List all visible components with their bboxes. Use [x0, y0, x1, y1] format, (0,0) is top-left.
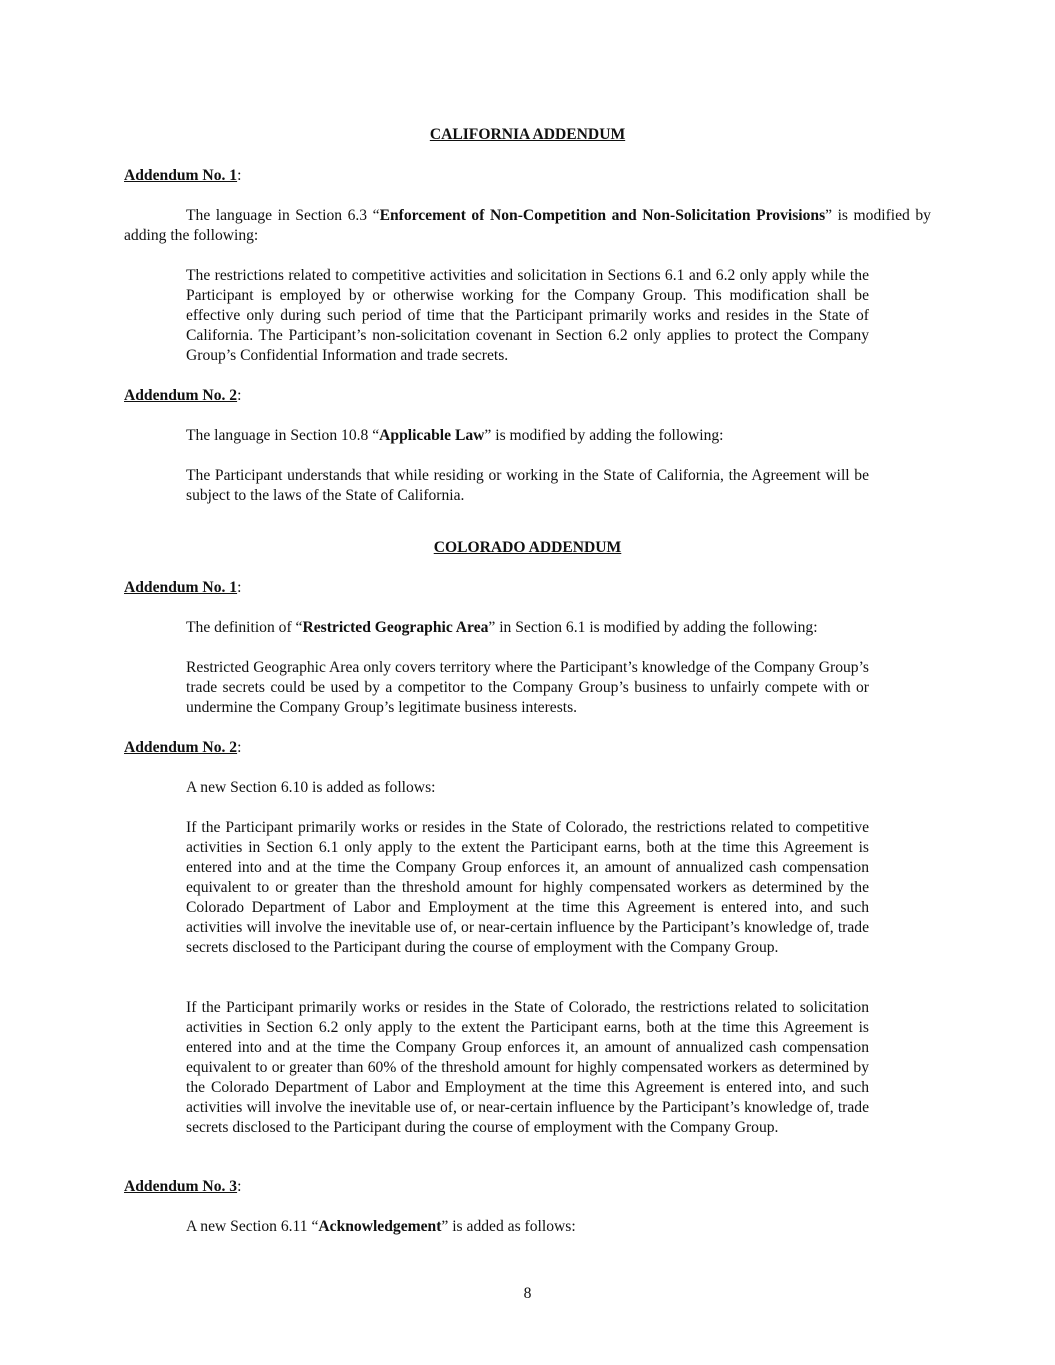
colorado-addendum-2-label: Addendum No. 2: [124, 739, 238, 756]
colorado-addendum-1-intro-pre: The definition of “: [186, 619, 303, 636]
colorado-addendum-1-colon: :: [237, 579, 242, 596]
california-addendum-1-intro: [124, 206, 931, 246]
colorado-addendum-1-body: Restricted Geographic Area only covers territory where the Participant’s knowledge of the Company Group’s trade secrets could be used by a competitor to the Company Group’s business to unfairly compete with or undermine the Company Group’s legitimate business interests.: [186, 659, 869, 716]
colorado-addendum-3-label: Addendum No. 3: [124, 1178, 238, 1195]
california-addendum-2-intro-bold: Applicable Law: [379, 427, 485, 444]
colorado-addendum-2-paragraph-1: If the Participant primarily works or resides in the State of Colorado, the restrictions related to competitive activities in Section 6.1 only apply to the extent the Participant earns, both at the time this Agreement is entered into and at the time the Company Group enforces it, an amount of annualized cash compensation equivalent to or greater than the threshold amount for highly compensated workers as determined by the Colorado Department of Labor and Employment at the time this Agreement is entered into, and such activities will involve the inevitable use of, or near-certain influence by the Participant’s knowledge of, trade secrets disclosed to the Participant during the course of employment with the Company Group.: [186, 819, 869, 956]
colorado-addendum-3-intro-post: ” is added as follows:: [441, 1218, 576, 1235]
california-addendum-2-intro-post: ” is modified by adding the following:: [484, 427, 724, 444]
colorado-addendum-3-colon: :: [237, 1178, 242, 1195]
california-addendum-2-intro: [186, 426, 724, 446]
colorado-addendum-1-intro-bold: Restricted Geographic Area: [302, 619, 489, 636]
california-addendum-2-intro-pre: The language in Section 10.8 “: [186, 427, 380, 444]
colorado-addendum-3-intro-bold: Acknowledgement: [318, 1218, 442, 1235]
california-addendum-1-body: The restrictions related to competitive activities and solicitation in Sections 6.1 and 6.2 only apply while the Participant is employed by or otherwise working for the Company Group. This modification shall be effective only during such period of time that the Participant primarily works and resides in the State of California. The Participant’s non-solicitation covenant in Section 6.2 only applies to protect the Company Group’s Confidential Information and trade secrets.: [186, 267, 869, 364]
colorado-addendum-2-paragraph-2: If the Participant primarily works or resides in the State of Colorado, the restrictions related to solicitation activities in Section 6.2 only apply to the extent the Participant earns, both at the time this Agreement is entered into and at the time the Company Group enforces it, an amount of annualized cash compensation equivalent to or greater than 60% of the threshold amount for highly compensated workers as determined by the Colorado Department of Labor and Employment at the time this Agreement is entered into, and such activities will involve the inevitable use of, or near-certain influence by the Participant’s knowledge of, trade secrets disclosed to the Participant during the course of employment with the Company Group.: [186, 999, 869, 1136]
colorado-addendum-title: COLORADO ADDENDUM: [433, 539, 622, 556]
california-addendum-1-label: Addendum No. 1: [124, 167, 238, 184]
california-addendum-2-colon: :: [237, 387, 242, 404]
colorado-addendum-3-intro: [186, 1217, 576, 1237]
california-addendum-2-body: The Participant understands that while residing or working in the State of California, the Agreement will be subject to the laws of the State of California.: [186, 467, 869, 504]
california-addendum-1-intro-bold: Enforcement of Non-Competition and Non-Solicitation Provisions: [379, 207, 826, 224]
colorado-addendum-1-heading: [124, 578, 241, 598]
california-addendum-1-intro-pre: The language in Section 6.3 “: [186, 207, 380, 224]
california-addendum-1-intro-post: ” is modified by adding the following:: [124, 207, 931, 244]
colorado-addendum-1-intro: [186, 618, 818, 638]
page-number: 8: [523, 1285, 532, 1302]
california-addendum-1-heading: [124, 166, 241, 186]
colorado-addendum-1-label: Addendum No. 1: [124, 579, 238, 596]
colorado-addendum-3-intro-pre: A new Section 6.11 “: [186, 1218, 319, 1235]
california-addendum-title: CALIFORNIA ADDENDUM: [429, 126, 626, 143]
colorado-addendum-3-heading: [124, 1177, 241, 1197]
colorado-addendum-1-intro-post: ” in Section 6.1 is modified by adding the following:: [488, 619, 818, 636]
california-addendum-1-colon: :: [237, 167, 242, 184]
colorado-addendum-2-intro: A new Section 6.10 is added as follows:: [186, 779, 436, 796]
colorado-addendum-2-heading: [124, 738, 241, 758]
california-addendum-2-heading: [124, 386, 241, 406]
california-addendum-2-label: Addendum No. 2: [124, 387, 238, 404]
colorado-addendum-2-colon: :: [237, 739, 242, 756]
